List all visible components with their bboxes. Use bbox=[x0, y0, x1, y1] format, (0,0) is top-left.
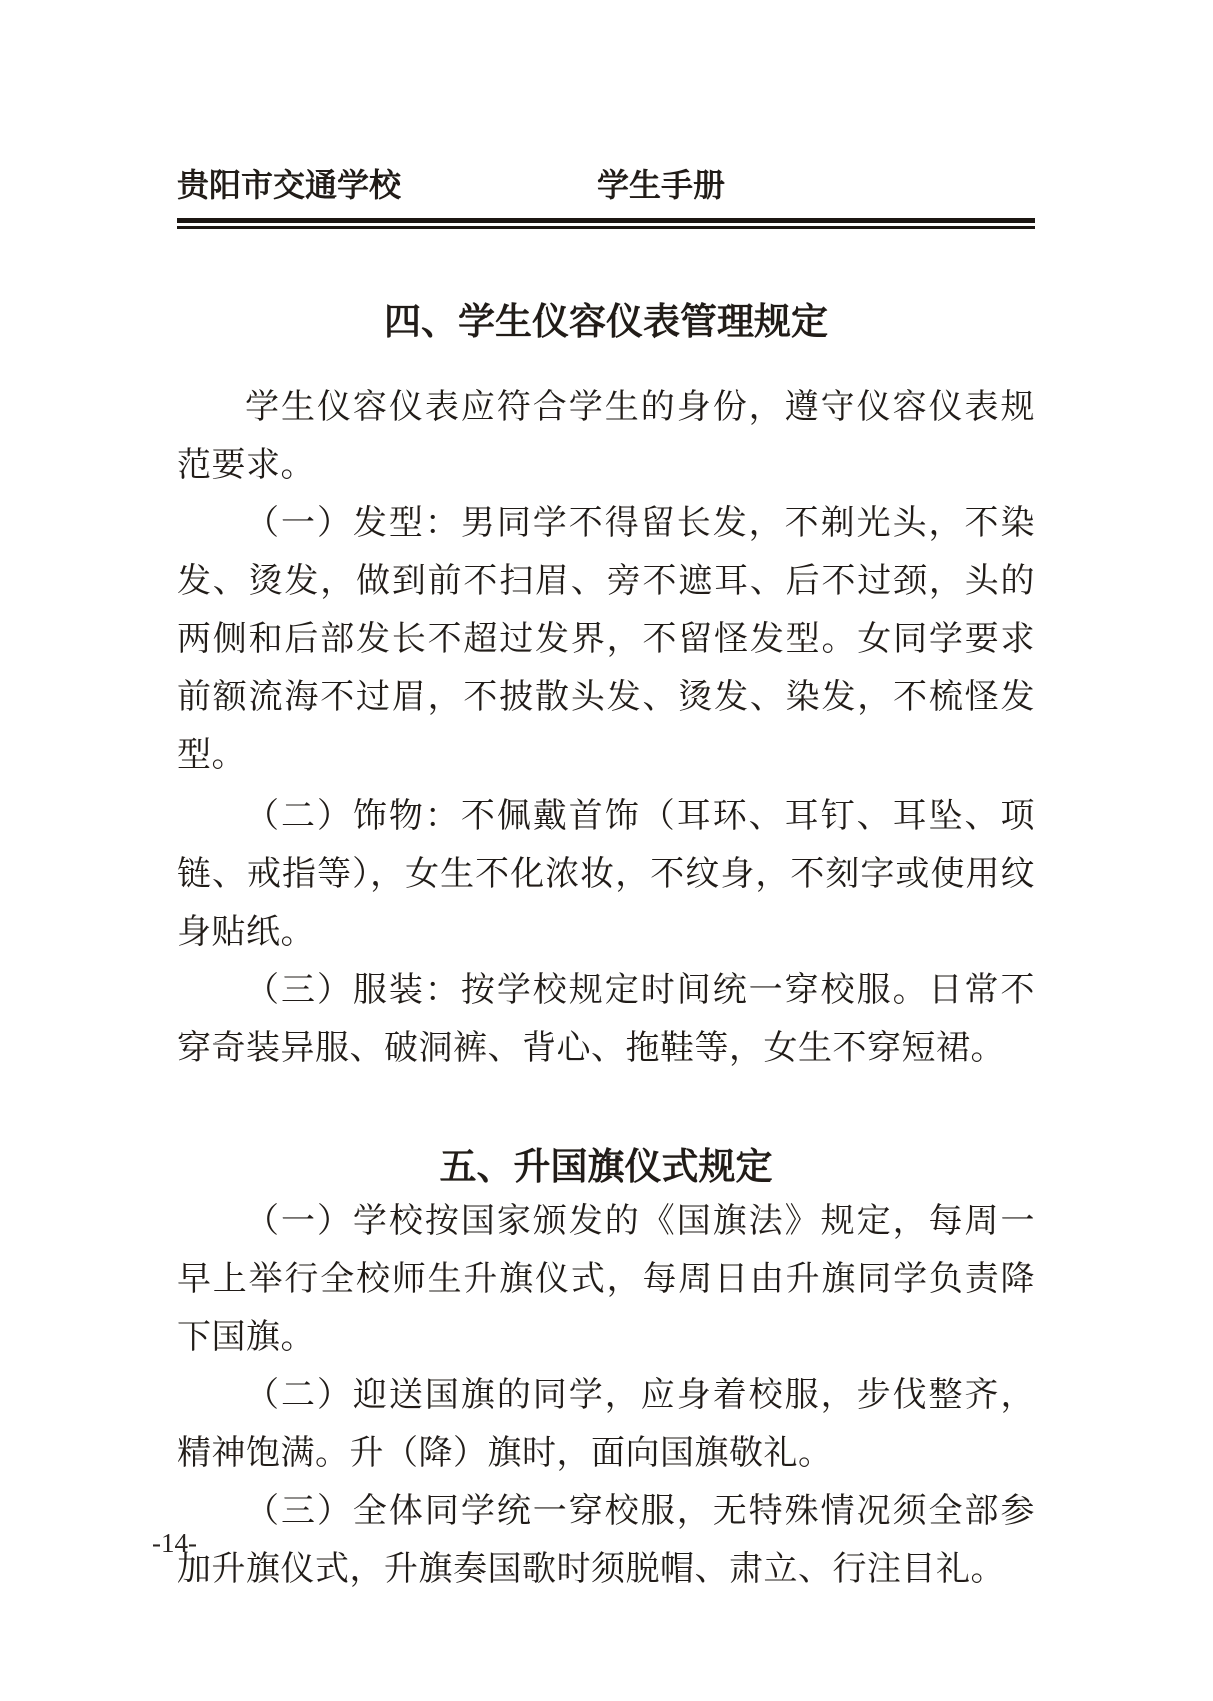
paragraph-flag-raising-schedule: （一）学校按国家颁发的《国旗法》规定，每周一早上举行全校师生升旗仪式，每周日由升旗同学负责降下国旗。 bbox=[177, 1202, 1035, 1356]
paragraph-appearance-intro: 学生仪容仪表应符合学生的身份，遵守仪容仪表规范要求。 bbox=[177, 388, 1035, 484]
section-title-flag-ceremony-rules: 五、升国旗仪式规定 bbox=[439, 1146, 773, 1187]
section-title-appearance-rules: 四、学生仪容仪表管理规定 bbox=[384, 301, 828, 342]
paragraph-flag-escort-rule: （二）迎送国旗的同学，应身着校服，步伐整齐，精神饱满。升（降）旗时，面向国旗敬礼。 bbox=[177, 1376, 1035, 1472]
header-double-rule bbox=[177, 218, 1035, 229]
paragraph-hairstyle-rule: （一）发型：男同学不得留长发，不剃光头，不染发、烫发，做到前不扫眉、旁不遮耳、后不过颈，头的两侧和后部发长不超过发界，不留怪发型。女同学要求前额流海不过眉，不披散头发、烫发、染发，不梳怪发型。 bbox=[177, 504, 1035, 774]
page-header bbox=[177, 166, 1035, 204]
paragraph-flag-attendance-rule: （三）全体同学统一穿校服，无特殊情况须全部参加升旗仪式，升旗奏国歌时须脱帽、肃立、行注目礼。 bbox=[177, 1492, 1035, 1588]
page-number: -14- bbox=[152, 1528, 197, 1558]
header-school-name: 贵阳市交通学校 bbox=[177, 167, 402, 203]
paragraph-clothing-rule: （三）服装：按学校规定时间统一穿校服。日常不穿奇装异服、破洞裤、背心、拖鞋等，女生不穿短裙。 bbox=[177, 971, 1035, 1067]
paragraph-accessories-rule: （二）饰物：不佩戴首饰（耳环、耳钉、耳坠、项链、戒指等），女生不化浓妆，不纹身，不刻字或使用纹身贴纸。 bbox=[177, 797, 1035, 951]
content-column bbox=[177, 0, 1035, 1598]
header-handbook-title: 学生手册 bbox=[597, 167, 726, 203]
